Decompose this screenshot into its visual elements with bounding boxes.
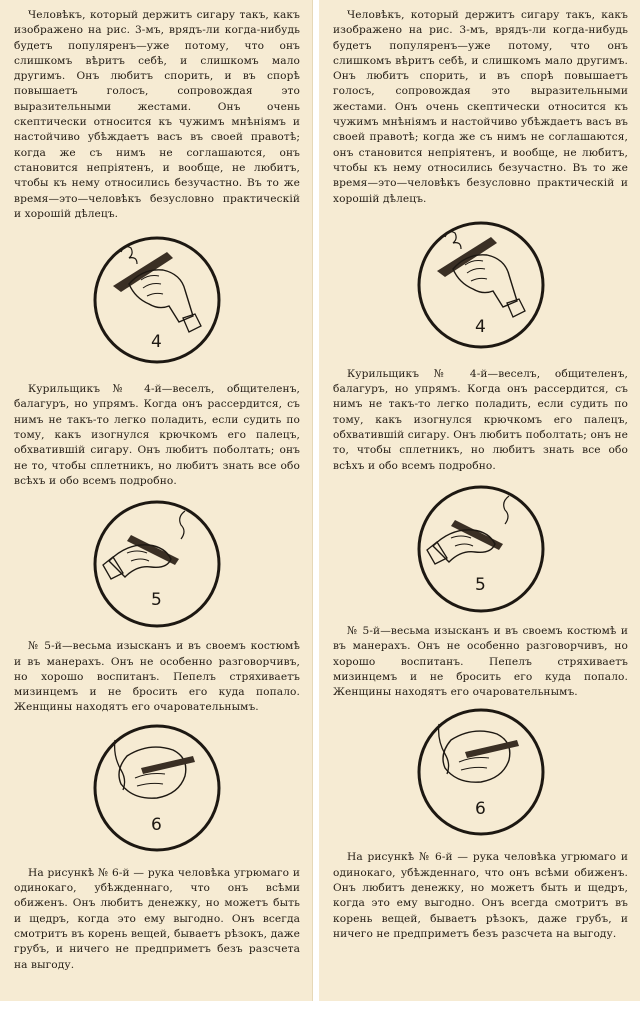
hand-cigar-illustration-6	[67, 716, 247, 866]
figure-6	[14, 716, 300, 866]
hand-cigar-illustration-5	[391, 474, 571, 624]
hand-cigar-illustration-4	[67, 222, 247, 382]
figure-5	[14, 489, 300, 639]
left-column	[0, 0, 313, 1001]
paragraph-cigar-3: Человѣкъ, который держитъ сигару такъ, какъ изображено на рис. 3-мъ, врядъ-ли когда-нибудь будетъ популяренъ—уже потому, что онъ слишкомъ вѣритъ себѣ, и слишкомъ мало другимъ. Онъ любитъ спорить, и въ спорѣ повышаетъ голосъ, сопровождая это выразительными жестами. Онъ очень скептически относится къ чужимъ мнѣніямъ и настойчиво убѣждаетъ васъ въ своей правотѣ; когда же съ нимъ не соглашаются, онъ становится непріятенъ, и вообще, не любитъ, чтобы къ нему относились безучастно. Въ то же время—это—человѣкъ безусловно практическій и хорошій дѣлецъ.	[333, 9, 628, 205]
figure-number: 5	[151, 590, 162, 611]
figure-number: 4	[474, 316, 486, 337]
figure-number: 6	[474, 799, 486, 820]
right-column	[319, 0, 640, 1001]
hand-cigar-illustration-4	[391, 207, 571, 367]
paragraph-cigar-3: Человѣкъ, который держитъ сигару такъ, какъ изображено на рис. 3-мъ, врядъ-ли когда-нибудь будетъ популяренъ—уже потому, что онъ слишкомъ вѣритъ себѣ, и слишкомъ мало другимъ. Онъ любитъ спорить, и въ спорѣ повышаетъ голосъ, сопровождая это выразительными жестами. Онъ очень скептически относится къ чужимъ мнѣніямъ и настойчиво убѣждаетъ васъ въ своей правотѣ; когда же съ нимъ не соглашаются, онъ становится непріятенъ, и вообще, не любитъ, чтобы къ нему относились безучастно. Въ то же время—это—человѣкъ безусловно практическій и хорошій дѣлецъ.	[14, 9, 300, 220]
paragraph-smoker-5: № 5-й—весьма изысканъ и въ своемъ костюмѣ и въ манерахъ. Онъ не особенно разговорчивъ, но хорошо воспитанъ. Пепелъ стряхиваетъ мизинцемъ и не бросить его куда попало. Женщины находятъ его очаровательнымъ.	[14, 640, 300, 714]
figure-4	[333, 207, 628, 367]
figure-6	[333, 700, 628, 850]
paragraph-smoker-5: № 5-й—весьма изысканъ и въ своемъ костюмѣ и въ манерахъ. Онъ не особенно разговорчивъ, но хорошо воспитанъ. Пепелъ стряхиваетъ мизинцемъ и не бросить его куда попало. Женщины находятъ его очаровательнымъ.	[333, 624, 628, 699]
paragraph-smoker-4: Курильщикъ № 4-й—веселъ, общителенъ, балагуръ, но упрямъ. Когда онъ рассердится, съ нимъ не такъ-то легко поладить, если судить по тому, какъ изогнулся крючкомъ его палецъ, обхватившій сигару. Онъ любитъ поболтать; онъ не то, чтобы сплетникъ, но любитъ знать все обо всѣхъ и обо всемъ подробно.	[14, 383, 300, 487]
paragraph-drawing-6: На рисункѣ № 6-й — рука человѣка угрюмаго и одинокаго, убѣжденнаго, что онъ всѣми обиженъ. Онъ любитъ денежку, но можетъ быть и щедръ, когда это ему выгодно. Онъ всегда смотритъ въ корень вещей, бываетъ рѣзокъ, даже грубъ, и ничего не предприметъ безъ разсчета на выгоду.	[14, 866, 300, 971]
figure-4	[14, 222, 300, 382]
paragraph-smoker-4: Курильщикъ № 4-й—веселъ, общителенъ, балагуръ, но упрямъ. Когда онъ рассердится, съ нимъ не такъ-то легко поладить, если судить по тому, какъ изогнулся крючкомъ его палецъ, обхватившій сигару. Онъ любитъ поболтать; онъ не то, чтобы сплетникъ, но любитъ знать все обо всѣхъ и обо всемъ подробно.	[333, 367, 628, 472]
figure-number: 5	[474, 574, 486, 595]
hand-cigar-illustration-5	[67, 489, 247, 639]
paragraph-drawing-6: На рисункѣ № 6-й — рука человѣка угрюмаго и одинокаго, убѣжденнаго, что онъ всѣми обиженъ. Онъ любитъ денежку, но можетъ быть и щедръ, когда это ему выгодно. Онъ всегда смотритъ въ корень вещей, бываетъ рѣзокъ, даже грубъ, и ничего не предприметъ безъ разсчета на выгоду.	[333, 851, 628, 940]
figure-5	[333, 474, 628, 624]
figure-number: 6	[151, 814, 162, 835]
hand-cigar-illustration-6	[391, 700, 571, 850]
figure-number: 4	[151, 332, 162, 353]
